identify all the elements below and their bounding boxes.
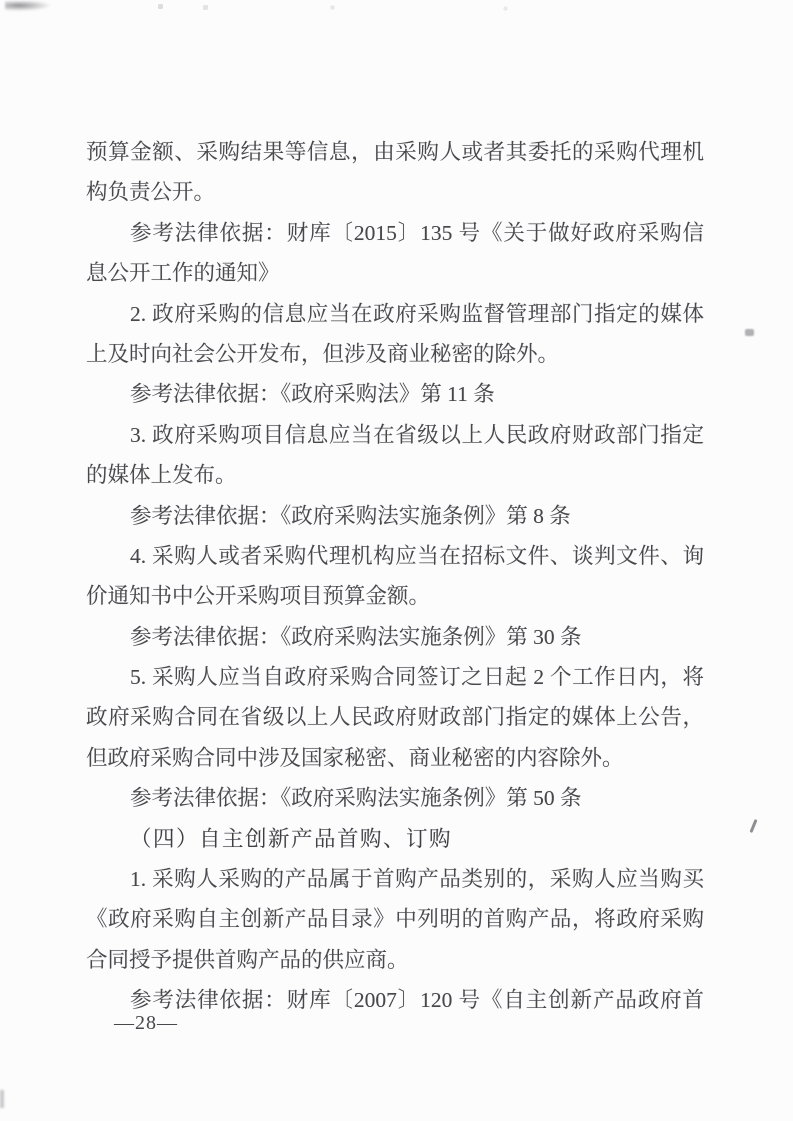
text-line: 息公开工作的通知》 xyxy=(86,261,280,286)
scan-artifact-edge-mark xyxy=(0,1090,4,1108)
scan-artifact-dots xyxy=(0,0,1,1)
text-line: 5. 采购人应当自政府采购合同签订之日起 2 个工作日内，将 xyxy=(130,665,704,690)
scan-artifact-speck xyxy=(745,329,754,336)
text-line: 参考法律依据：财库〔2015〕135 号《关于做好政府采购信 xyxy=(130,220,704,245)
text-line: 参考法律依据：《政府采购法实施条例》第 50 条 xyxy=(130,786,582,811)
page-number: —28— xyxy=(114,1012,178,1034)
text-line: 的媒体上发布。 xyxy=(86,463,237,488)
text-line: 参考法律依据：《政府采购法实施条例》第 8 条 xyxy=(130,503,571,528)
text-line: 1. 采购人采购的产品属于首购产品类别的，采购人应当购买 xyxy=(130,867,704,892)
text-line: 但政府采购合同中涉及国家秘密、商业秘密的内容除外。 xyxy=(86,745,624,770)
scan-artifact-smudge xyxy=(5,1,51,11)
text-line: 3. 政府采购项目信息应当在省级以上人民政府财政部门指定 xyxy=(130,422,704,447)
text-line: 参考法律依据：《政府采购法实施条例》第 30 条 xyxy=(130,624,582,649)
text-line: 参考法律依据：《政府采购法》第 11 条 xyxy=(130,382,495,407)
text-line: 4. 采购人或者采购代理机构应当在招标文件、谈判文件、询 xyxy=(130,543,704,568)
text-line: 合同授予提供首购产品的供应商。 xyxy=(86,947,409,972)
text-line: （四）自主创新产品首购、订购 xyxy=(130,826,453,851)
text-line: 上及时向社会公开发布，但涉及商业秘密的除外。 xyxy=(86,341,560,366)
scan-artifact-slash xyxy=(749,819,757,833)
text-line: 政府采购合同在省级以上人民政府财政部门指定的媒体上公告， xyxy=(86,705,704,730)
text-line: 价通知书中公开采购项目预算金额。 xyxy=(86,584,431,609)
text-line: 2. 政府采购的信息应当在政府采购监督管理部门指定的媒体 xyxy=(130,301,704,326)
text-line: 《政府采购自主创新产品目录》中列明的首购产品，将政府采购 xyxy=(86,907,704,932)
text-line: 参考法律依据：财库〔2007〕120 号《自主创新产品政府首 xyxy=(130,988,704,1013)
text-line: 预算金额、采购结果等信息，由采购人或者其委托的采购代理机 xyxy=(86,140,704,164)
body-text xyxy=(86,132,704,1021)
text-line: 构负责公开。 xyxy=(86,180,216,205)
